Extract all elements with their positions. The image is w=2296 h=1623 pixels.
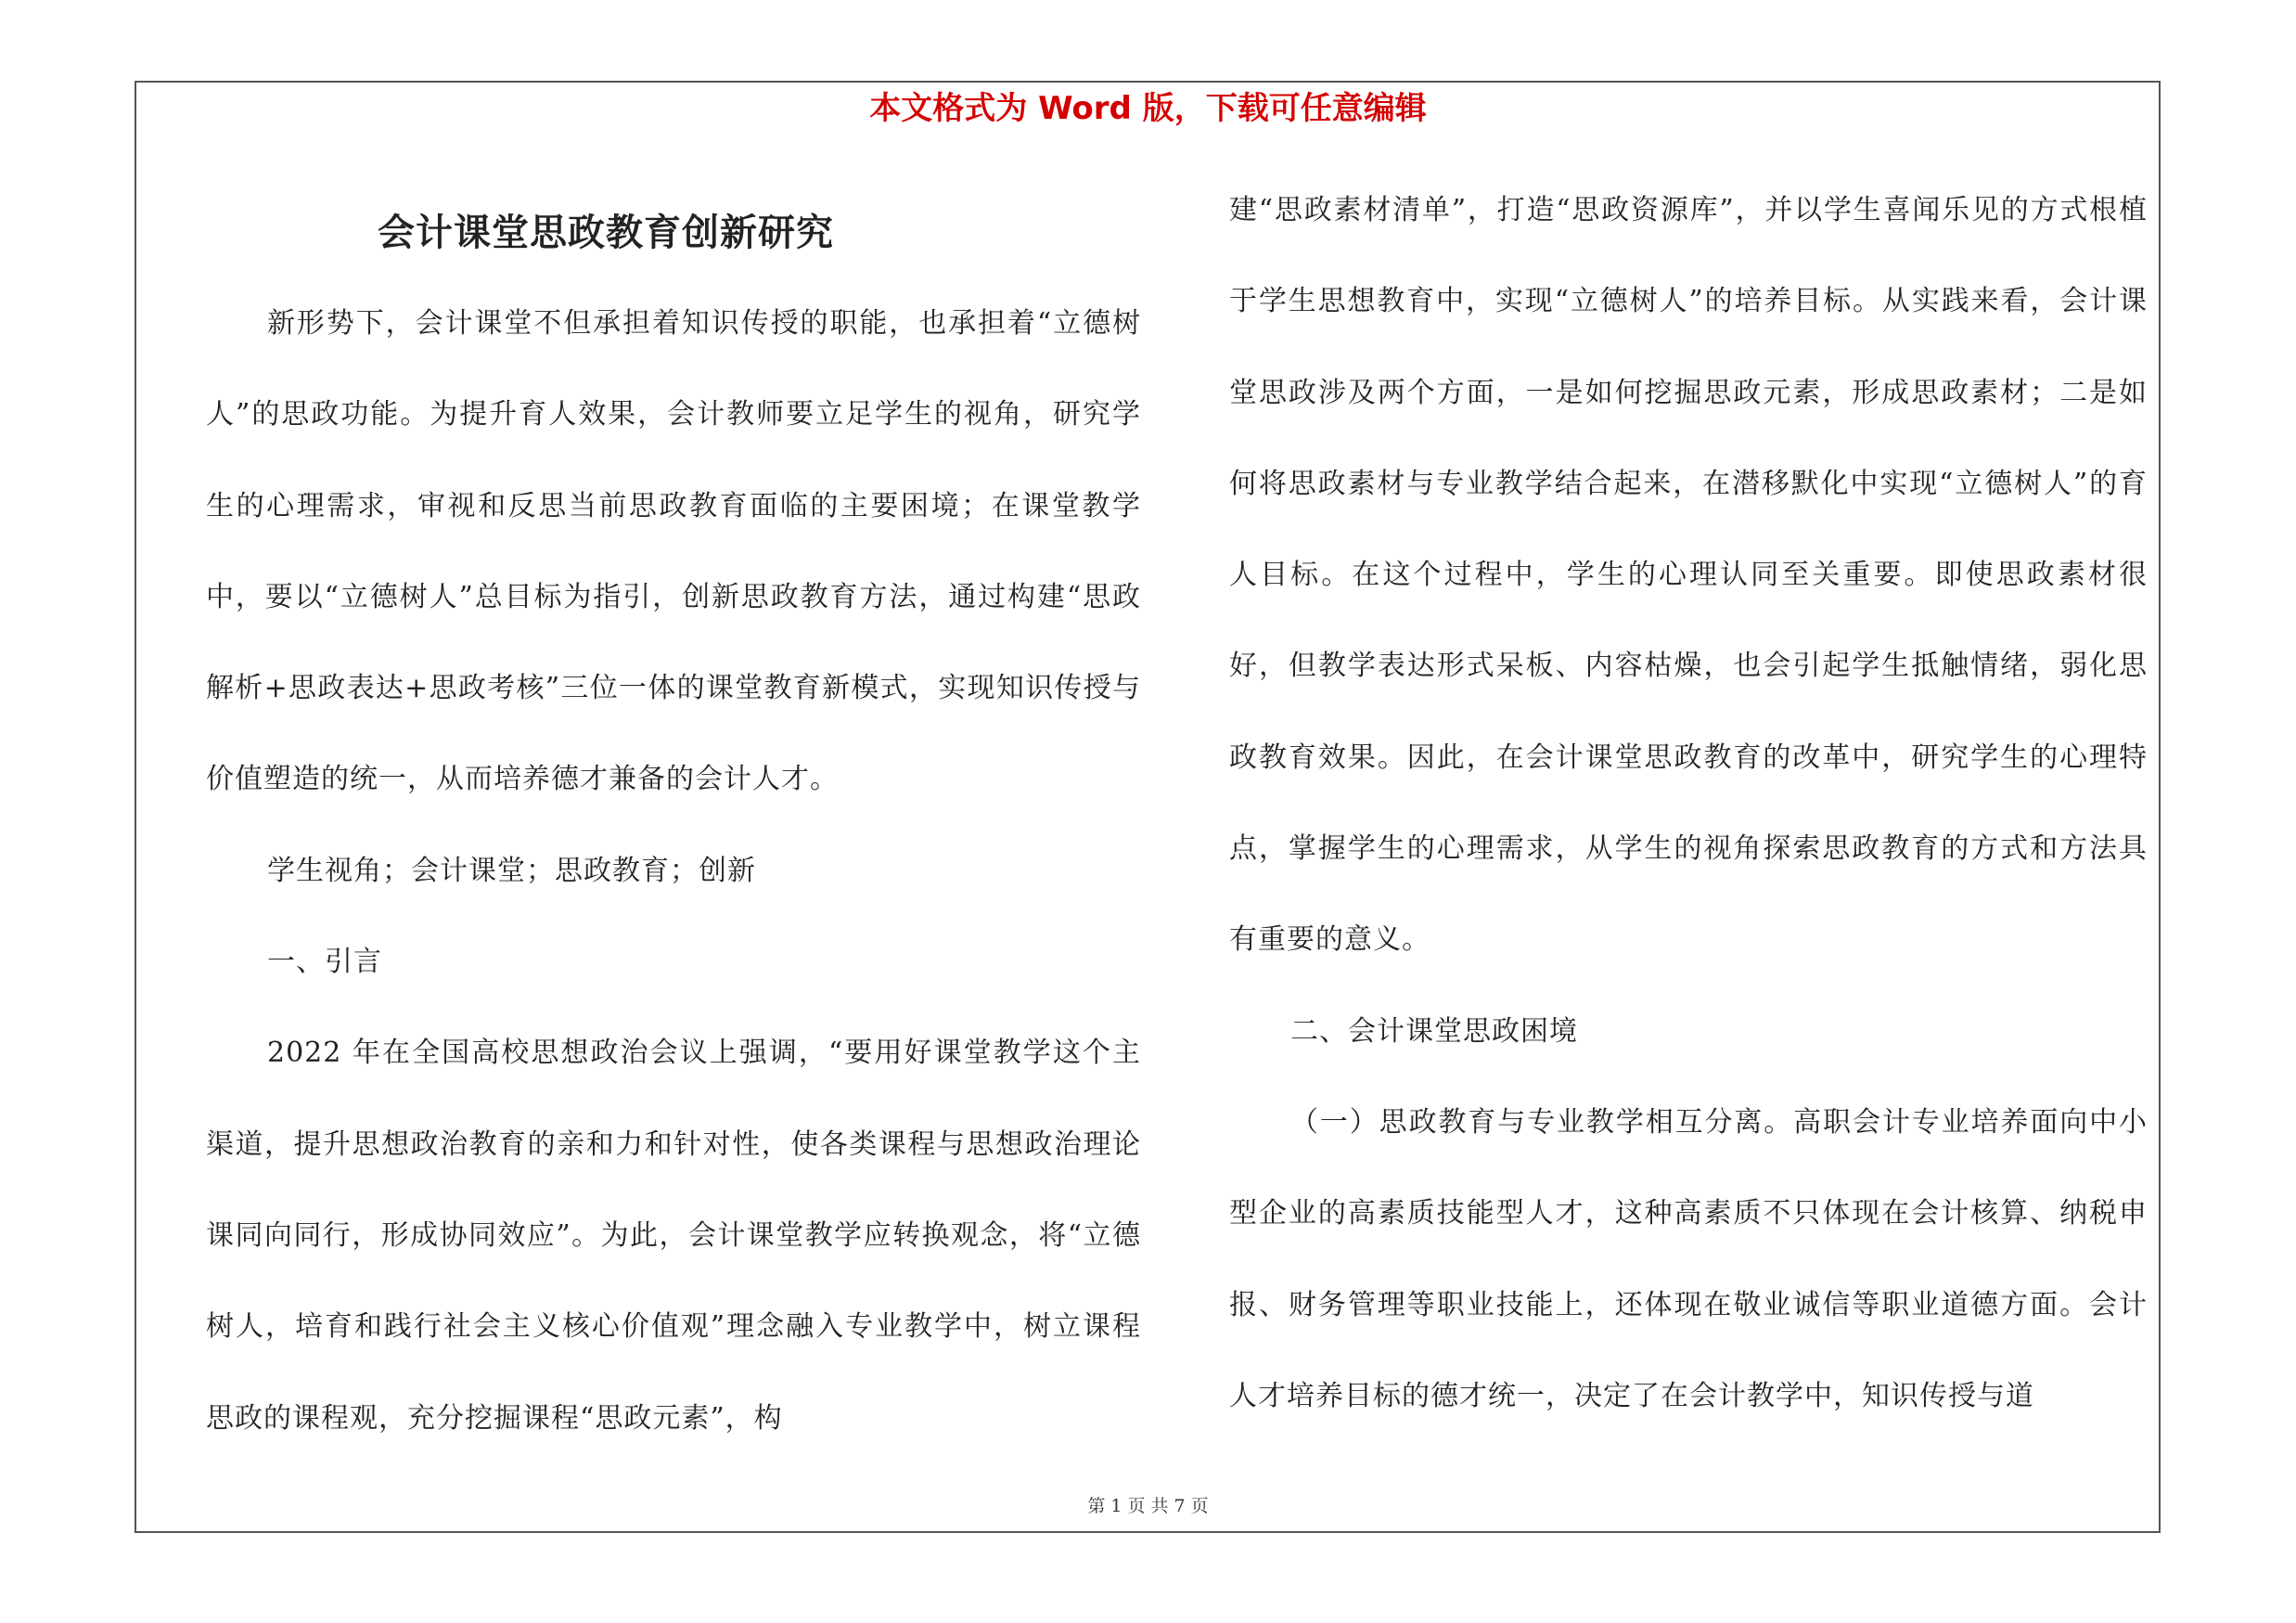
abstract-paragraph: 新形势下，会计课堂不但承担着知识传授的职能，也承担着“立德树人”的思政功能。为提升育人效果，会计教师要立足学生的视角，研究学生的心理需求，审视和反思当前思政教育面临的主要困境；在课堂教学中，要以“立德树人”总目标为指引，创新思政教育方法，通过构建“思政解析+思政表达+思政考核”三位一体的课堂教育新模式，实现知识传授与价值塑造的统一，从而培养德才兼备的会计人才。 <box>206 307 1141 796</box>
intro-paragraph: 2022 年在全国高校思想政治会议上强调，“要用好课堂教学这个主渠道，提升思想政治教育的亲和力和针对性，使各类课程与思想政治理论课同向同行，形成协同效应”。为此，会计课堂教学应转换观念，将“立德树人，培育和践行社会主义核心价值观”理念融入专业教学中，树立课程思政的课程观，充分挖掘课程“思政元素”，构 <box>206 1037 1141 1435</box>
dilemma-paragraph-1: （一）思政教育与专业教学相互分离。高职会计专业培养面向中小型企业的高素质技能型人才，这种高素质不只体现在会计核算、纳税申报、财务管理等职业技能上，还体现在敬业诚信等职业道德方面。会计人才培养目标的德才统一，决定了在会计教学中，知识传授与道 <box>1229 1105 2148 1412</box>
document-title: 会计课堂思政教育创新研究 <box>378 211 834 254</box>
section-heading-dilemma: 二、会计课堂思政困境 <box>1290 1014 1578 1048</box>
format-banner: 本文格式为 Word 版，下载可任意编辑 <box>869 90 1427 127</box>
keywords-paragraph: 学生视角；会计课堂；思政教育；创新 <box>267 854 756 887</box>
right-column <box>1229 165 2148 1442</box>
page-number-footer: 第 1 页 共 7 页 <box>1087 1496 1209 1516</box>
continued-paragraph: 建“思政素材清单”，打造“思政资源库”，并以学生喜闻乐见的方式根植于学生思想教育中，实现“立德树人”的培养目标。从实践来看，会计课堂思政涉及两个方面，一是如何挖掘思政元素，形成思政素材；二是如何将思政素材与专业教学结合起来，在潜移默化中实现“立德树人”的育人目标。在这个过程中，学生的心理认同至关重要。即使思政素材很好，但教学表达形式呆板、内容枯燥，也会引起学生抵触情绪，弱化思政教育效果。因此，在会计课堂思政教育的改革中，研究学生的心理特点，掌握学生的心理需求，从学生的视角探索思政教育的方式和方法具有重要的意义。 <box>1229 194 2148 957</box>
left-column <box>206 174 1141 1464</box>
section-heading-intro: 一、引言 <box>267 946 382 979</box>
